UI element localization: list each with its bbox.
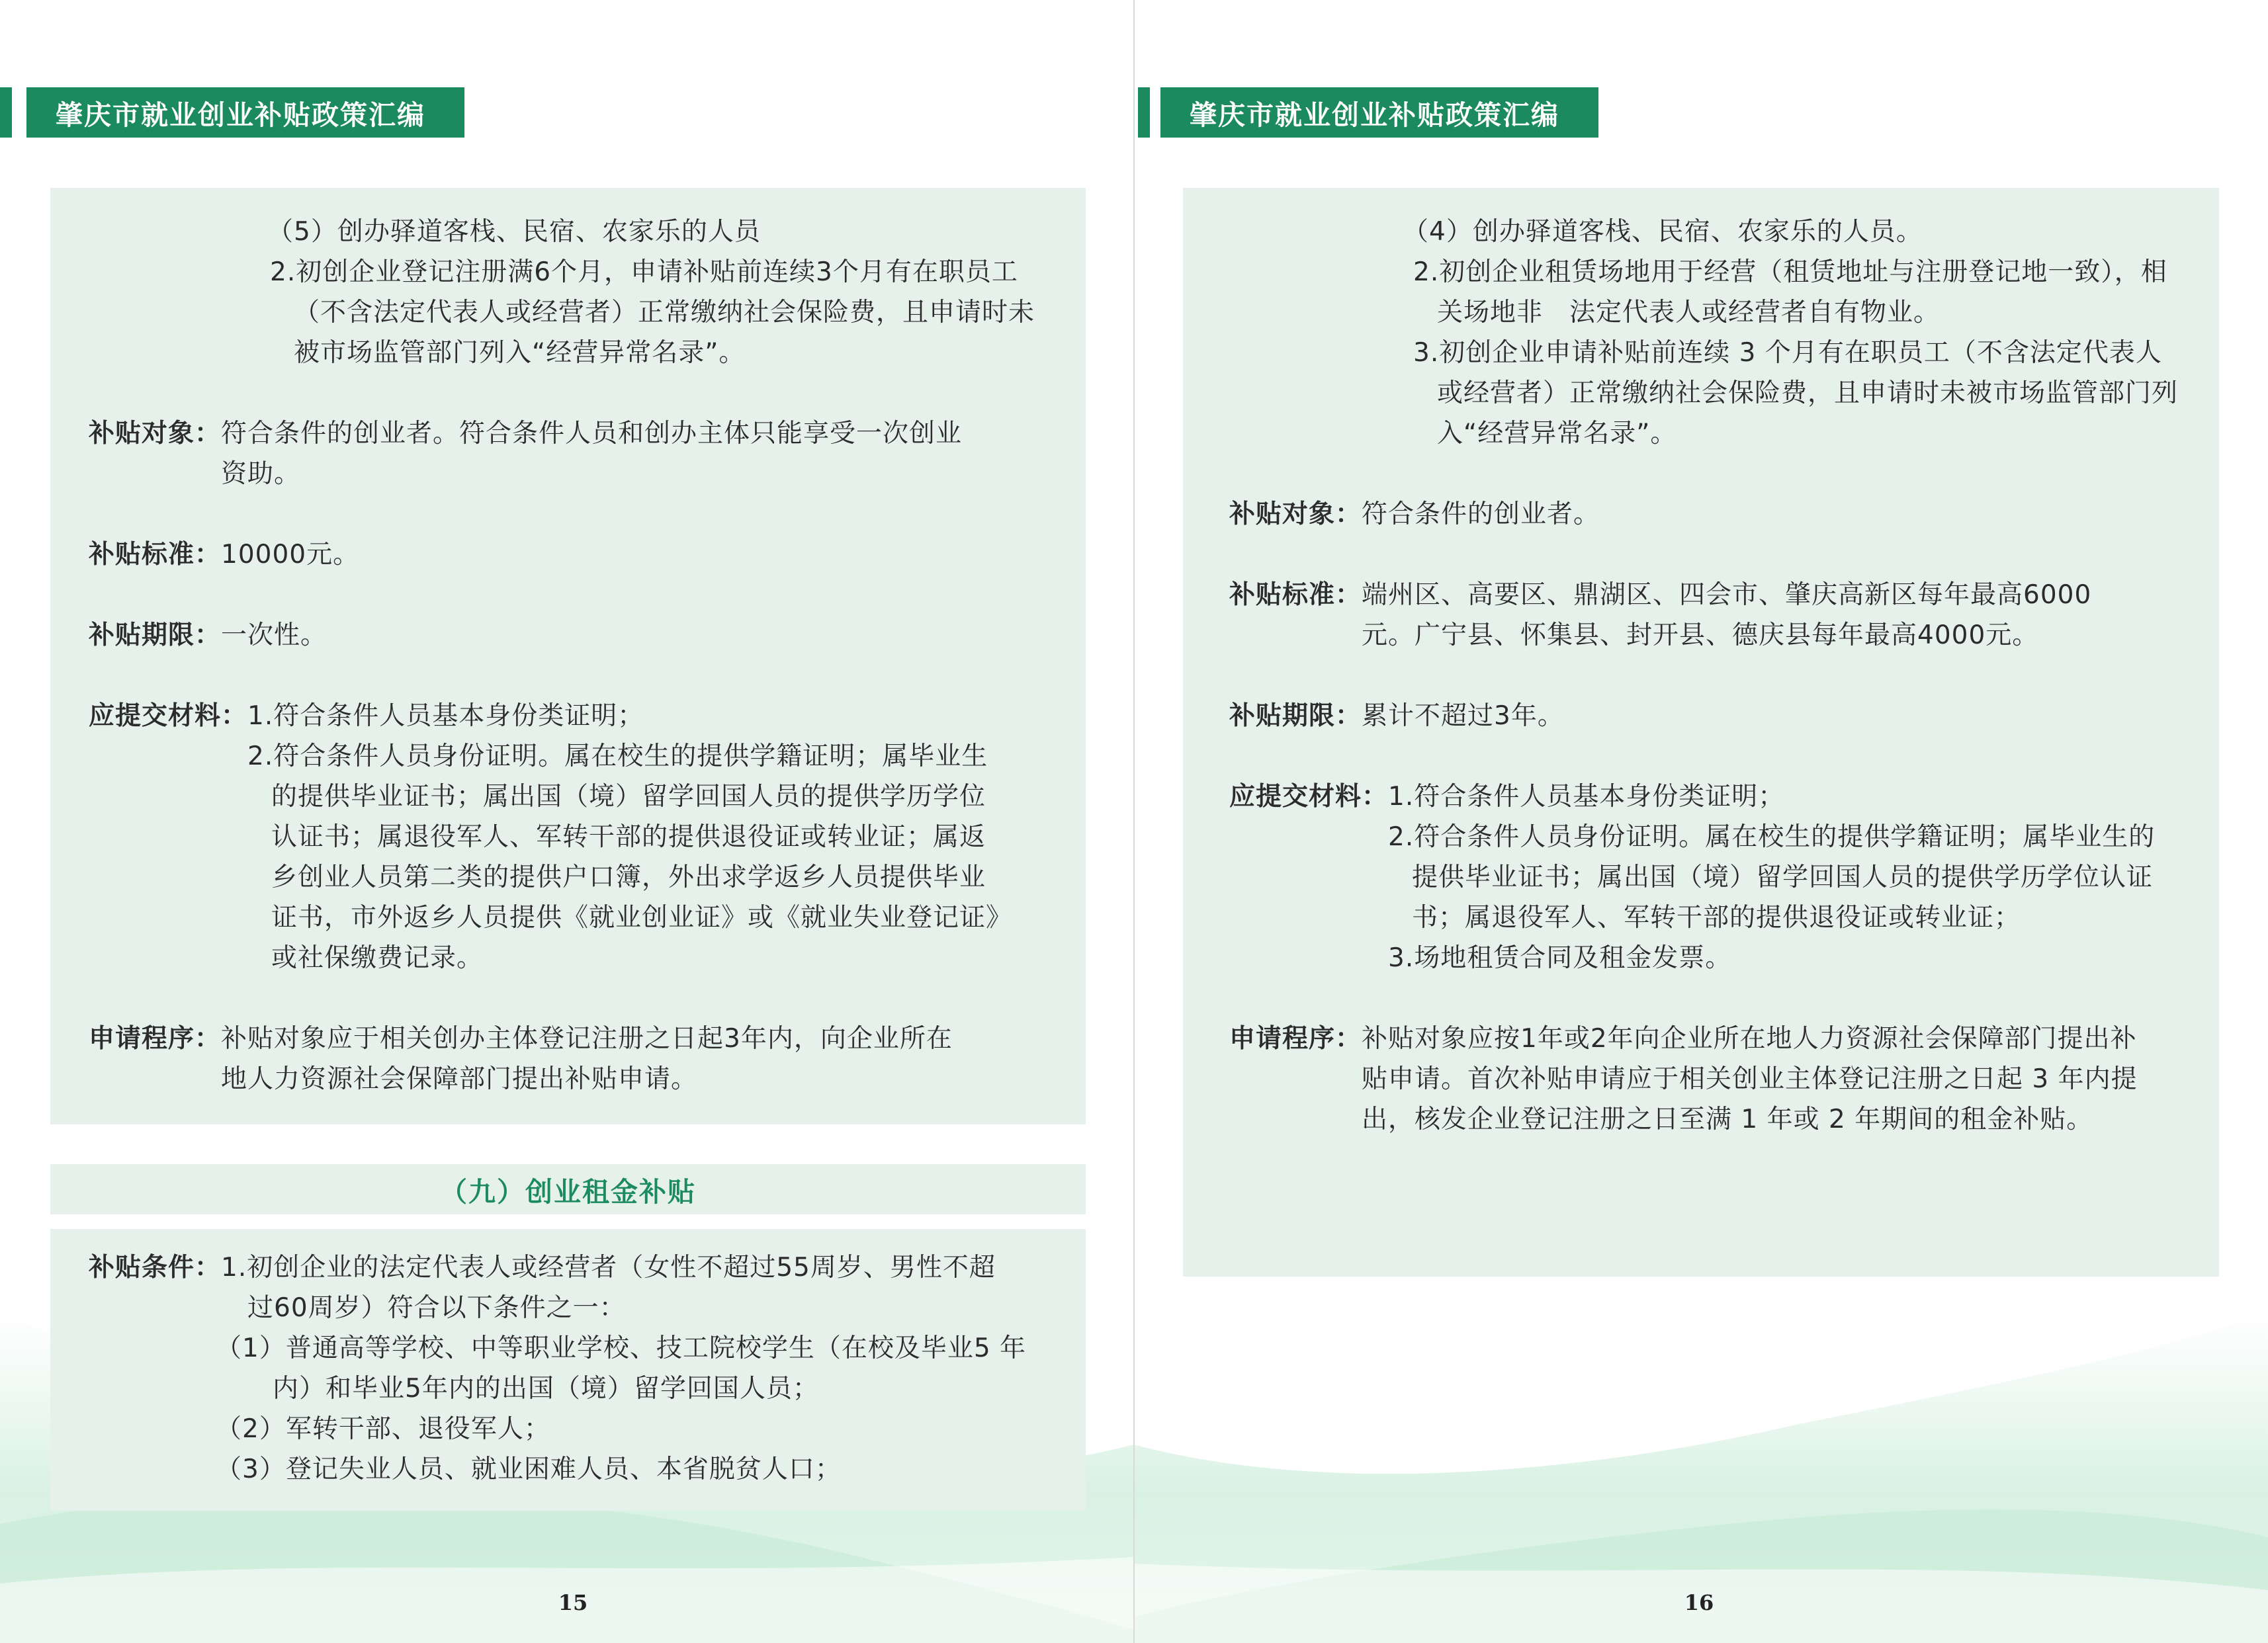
section-title-rent-subsidy: （九）创业租金补贴: [50, 1164, 1086, 1214]
subsidy-standard-row: [1229, 575, 2179, 655]
subsidy-standard-value: 10000元。: [221, 540, 360, 569]
subsidy-standard-value: 端州区、高要区、鼎湖区、四会市、肇庆高新区每年最高6000元。广宁县、怀集县、封开县、德庆县每年最高4000元。: [1362, 580, 2092, 650]
condition-item: （1）普通高等学校、中等职业学校、技工院校学生（在校及毕业5 年内）和毕业5年内的出国（境）留学回国人员；: [216, 1333, 1027, 1404]
subsidy-period-row: [1229, 696, 2179, 736]
condition-item: （2）军转干部、退役军人；: [216, 1414, 550, 1444]
subsidy-target-value: 符合条件的创业者。符合条件人员和创办主体只能享受一次创业资助。: [221, 419, 963, 489]
condition-continued-item: 3.初创企业申请补贴前连续 3 个月有在职员工（不含法定代表人或经营者）正常缴纳社会保险费，且申请时未被市场监管部门列入“经营异常名录”。: [1413, 338, 2179, 448]
materials-list: [247, 696, 1002, 978]
subsidy-target-label: 补贴对象：: [1229, 499, 1362, 529]
condition-continued-item: 2.初创企业租赁场地用于经营（租赁地址与注册登记地一致），相关场地非 法定代表人或经营者自有物业。: [1413, 257, 2167, 327]
condition-continued-item: （5）创办驿道客栈、民宿、农家乐的人员: [267, 217, 761, 247]
book-spine-divider: [1133, 0, 1135, 1643]
header-accent-mark: [1138, 87, 1150, 138]
subsidy-target-label: 补贴对象：: [89, 419, 222, 448]
subsidy-period-label: 补贴期限：: [1229, 701, 1362, 731]
subsidy-condition-value: 1.初创企业的法定代表人或经营者（女性不超过55周岁、男性不超过60周岁）符合以下条件之一：: [221, 1253, 996, 1323]
subsidy-period-row: [89, 615, 1046, 655]
subsidy-condition-row: [89, 1247, 1046, 1328]
materials-item: 1.符合条件人员基本身份类证明；: [1388, 782, 1785, 812]
subsidy-target-value: 符合条件的创业者。: [1362, 499, 1600, 529]
page-number: 16: [1684, 1590, 1714, 1615]
materials-item: 2.符合条件人员身份证明。属在校生的提供学籍证明；属毕业生的提供毕业证书；属出国（境）留学回国人员的提供学历学位认证书；属退役军人、军转干部的提供退役证或转业证；属返乡创业人员第二类的提供户口簿，外出求学返乡人员提供毕业证书，市外返乡人员提供《就业创业证》或《就业失业登记证》或社保缴费记录。: [247, 741, 1000, 973]
materials-item: 1.符合条件人员基本身份类证明；: [247, 701, 644, 731]
header-accent-mark: [0, 87, 12, 138]
materials-row: [1229, 777, 2179, 978]
procedure-label: 申请程序：: [1229, 1024, 1362, 1054]
page-header-title: 肇庆市就业创业补贴政策汇编: [1160, 87, 1598, 138]
subsidy-period-value: 累计不超过3年。: [1362, 701, 1564, 731]
procedure-value: 补贴对象应按1年或2年向企业所在地人力资源社会保障部门提出补贴申请。首次补贴申请应于相关创业主体登记注册之日起 3 年内提出，核发企业登记注册之日至满 1 年或 2 年期间的租金补贴。: [1362, 1024, 2138, 1134]
materials-label: 应提交材料：: [89, 701, 248, 731]
materials-list: [1388, 777, 2156, 978]
subsidy-condition-label: 补贴条件：: [89, 1253, 222, 1283]
subsidy-period-label: 补贴期限：: [89, 620, 222, 650]
subsidy-period-value: 一次性。: [221, 620, 327, 650]
condition-continued-item: （4）创办驿道客栈、民宿、农家乐的人员。: [1403, 217, 1923, 247]
subsidy-target-row: [1229, 494, 2179, 534]
procedure-value: 补贴对象应于相关创办主体登记注册之日起3年内，向企业所在地人力资源社会保障部门提出补贴申请。: [221, 1024, 953, 1094]
procedure-row: [89, 1019, 1046, 1099]
right-page: [1134, 0, 2268, 1643]
condition-continued-item: 2.初创企业登记注册满6个月，申请补贴前连续3个月有在职员工（不含法定代表人或经营者）正常缴纳社会保险费，且申请时未被市场监管部门列入“经营异常名录”。: [270, 257, 1035, 368]
materials-label: 应提交材料：: [1229, 782, 1389, 812]
policy-card-continued: [1183, 188, 2219, 1277]
page-number: 15: [558, 1590, 588, 1615]
subsidy-standard-row: [89, 534, 1046, 575]
procedure-label: 申请程序：: [89, 1024, 222, 1054]
condition-item: （3）登记失业人员、就业困难人员、本省脱贫人口；: [216, 1454, 842, 1484]
subsidy-standard-label: 补贴标准：: [89, 540, 222, 569]
page-header-title: 肇庆市就业创业补贴政策汇编: [26, 87, 464, 138]
materials-item: 3.场地租赁合同及租金发票。: [1388, 943, 1732, 973]
subsidy-target-row: [89, 413, 1046, 494]
procedure-row: [1229, 1019, 2179, 1140]
policy-card-continued: [50, 188, 1086, 1124]
materials-item: 2.符合条件人员身份证明。属在校生的提供学籍证明；属毕业生的提供毕业证书；属出国（境）留学回国人员的提供学历学位认证书；属退役军人、军转干部的提供退役证或转业证；: [1388, 822, 2156, 933]
materials-row: [89, 696, 1046, 978]
policy-card-rent-subsidy: [50, 1229, 1086, 1511]
background-wave-decoration: [1134, 1273, 2268, 1643]
subsidy-standard-label: 补贴标准：: [1229, 580, 1362, 610]
